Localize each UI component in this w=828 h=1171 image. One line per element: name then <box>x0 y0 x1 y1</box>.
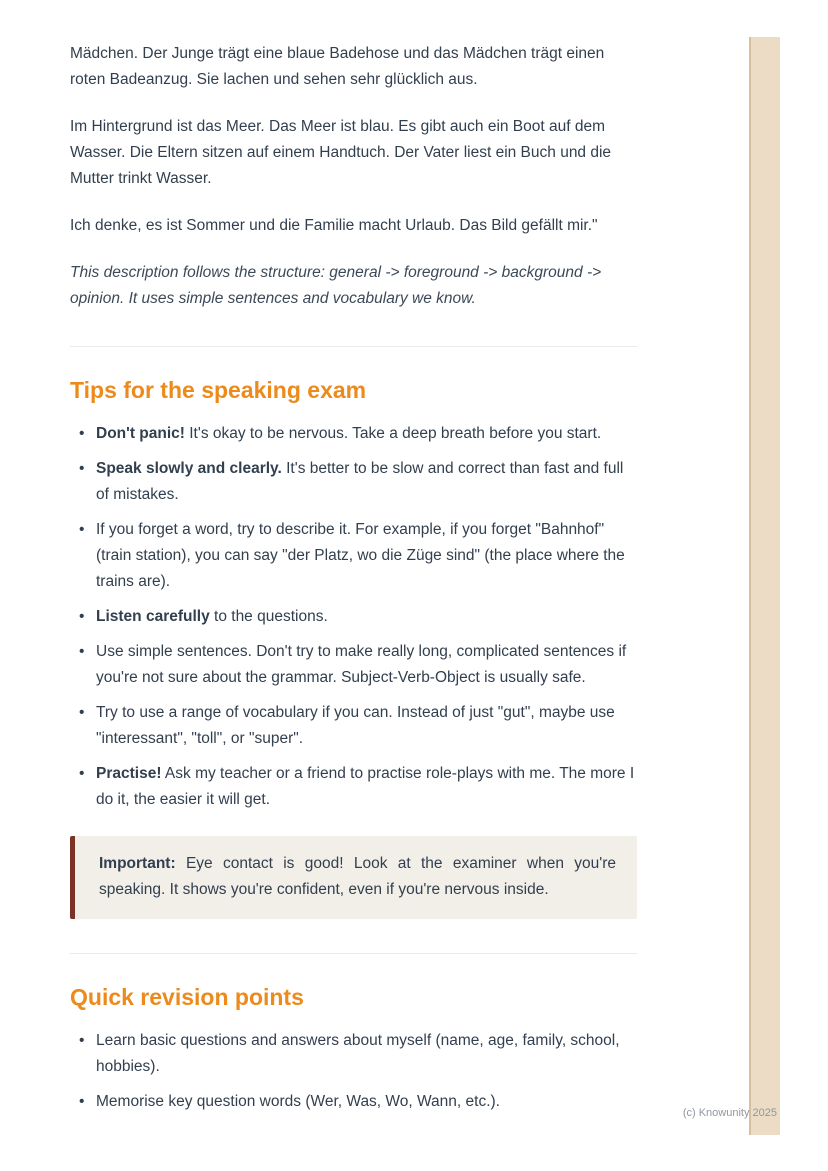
important-callout <box>70 836 637 919</box>
list-item <box>70 1028 637 1080</box>
list-item-text: Learn basic questions and answers about myself (name, age, family, school, hobbies). <box>96 1032 620 1075</box>
list-item <box>70 421 637 447</box>
page-edge-strip <box>749 37 780 1135</box>
list-item <box>70 604 637 630</box>
list-item-text: Use simple sentences. Don't try to make really long, complicated sentences if you're not sure about the grammar. Subject-Verb-Object is usually safe. <box>96 643 627 686</box>
list-item-text: It's okay to be nervous. Take a deep breath before you start. <box>184 425 602 442</box>
content-area <box>70 41 637 1124</box>
paragraph-description-foreground: Mädchen. Der Junge trägt eine blaue Badehose und das Mädchen trägt einen roten Badeanzug. Sie lachen und sehen sehr glücklich aus. <box>70 45 605 88</box>
paragraph-description-background: Im Hintergrund ist das Meer. Das Meer ist blau. Es gibt auch ein Boot auf dem Wasser. Die Eltern sitzen auf einem Handtuch. Der Vater liest ein Buch und die Mutter trinkt Wasser. <box>70 118 612 187</box>
list-item-bold: Practise! <box>96 765 162 782</box>
section-divider <box>70 953 637 954</box>
list-item <box>70 761 637 813</box>
callout-label: Important: <box>99 855 176 872</box>
callout-text: Eye contact is good! Look at the examiner when you're speaking. It shows you're confident, even if you're nervous inside. <box>99 855 616 898</box>
footer-credit: (c) Knowunity 2025 <box>682 1107 777 1119</box>
section-heading-tips: Tips for the speaking exam <box>70 377 367 403</box>
list-item <box>70 700 637 752</box>
list-item-bold: Listen carefully <box>96 608 210 625</box>
paragraph-description-opinion: Ich denke, es ist Sommer und die Familie macht Urlaub. Das Bild gefällt mir." <box>70 217 598 234</box>
list-item-text: to the questions. <box>209 608 328 625</box>
section-divider <box>70 346 637 347</box>
section-heading-revision: Quick revision points <box>70 984 304 1010</box>
list-item <box>70 456 637 508</box>
list-item-text: If you forget a word, try to describe it. For example, if you forget "Bahnhof" (train station), you can say "der Platz, wo die Züge sind" (the place where the trains are). <box>96 521 625 590</box>
list-item-text: Ask my teacher or a friend to practise role-plays with me. The more I do it, the easier it will get. <box>96 765 635 808</box>
structure-note: This description follows the structure: general -> foreground -> background -> opinion. It uses simple sentences and vocabulary we know. <box>70 264 602 307</box>
list-item <box>70 517 637 595</box>
tips-list <box>70 421 637 813</box>
list-item <box>70 639 637 691</box>
revision-list <box>70 1028 637 1115</box>
list-item-bold: Speak slowly and clearly. <box>96 460 282 477</box>
list-item-text: Try to use a range of vocabulary if you can. Instead of just "gut", maybe use "interessant", "toll", or "super". <box>96 704 615 747</box>
list-item <box>70 1089 637 1115</box>
list-item-text: It's better to be slow and correct than fast and full of mistakes. <box>96 460 624 503</box>
list-item-bold: Don't panic! <box>96 425 185 442</box>
list-item-text: Memorise key question words (Wer, Was, Wo, Wann, etc.). <box>96 1093 500 1110</box>
